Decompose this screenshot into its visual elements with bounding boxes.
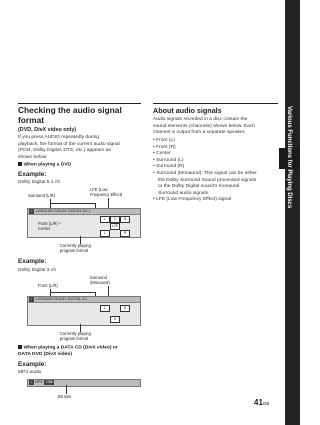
callout-line bbox=[50, 203, 95, 204]
sidebar-title: Various Functions for Playing Discs bbox=[286, 106, 292, 209]
example1-caption: Dolby Digital 5.1 ch bbox=[18, 180, 61, 185]
example3-caption: MP3 audio bbox=[18, 370, 42, 375]
label-surround: Surround (L/R) bbox=[28, 193, 56, 198]
channel-surround-left: L bbox=[100, 230, 110, 237]
intro-paragraph: If you press AUDIO repeatedly during playback, the format of the current audio signal (PCM, Dolby Digital, DTS, etc.) appears as shown below. bbox=[18, 135, 120, 160]
square-bullet-icon bbox=[18, 345, 22, 349]
display-screen bbox=[27, 379, 141, 387]
dvd-section-title: When playing a DVD bbox=[18, 162, 71, 169]
channel-front-left: L bbox=[100, 216, 110, 223]
display-status-bar: ♪ MP3 128k bbox=[28, 380, 140, 386]
callout-line bbox=[50, 292, 95, 293]
right-heading: About audio signals bbox=[153, 106, 222, 115]
label-lfe: LFE (Low Frequency Effect) bbox=[90, 187, 123, 197]
list-item: • Center bbox=[153, 151, 283, 158]
label-front-center: Front (L/R) + Center bbox=[38, 221, 62, 231]
channel-lfe: LFE bbox=[110, 223, 120, 230]
channel-front-right: R bbox=[120, 305, 130, 312]
example2-caption: Dolby Digital 3 ch bbox=[18, 268, 57, 273]
audio-icon: ♪ bbox=[30, 380, 33, 384]
label-front: Front (L/R) bbox=[38, 283, 58, 288]
example-label: Example: bbox=[18, 361, 47, 368]
square-bullet-icon bbox=[18, 162, 22, 166]
label-program-format: Currently playing program format bbox=[60, 243, 91, 253]
example-label: Example: bbox=[18, 258, 47, 265]
section-subheading: (DVD, DivX video only) bbox=[18, 127, 77, 133]
display-status-bar: ♪ 1:ENGLISH DOLBY DIGITAL 3/2.1 bbox=[28, 209, 140, 215]
channel-front-left: L bbox=[100, 305, 110, 312]
heading-rule bbox=[18, 103, 141, 104]
bitrate-value: 128k bbox=[45, 380, 53, 384]
list-item: • Surround (R) bbox=[153, 164, 283, 171]
example-label: Example: bbox=[18, 171, 47, 178]
channel-surround-right: R bbox=[120, 230, 130, 237]
list-item: • Surround (L) bbox=[153, 158, 283, 165]
list-item-continuation: Surround audio signals. bbox=[158, 190, 210, 196]
label-surround-mono: Surround (Monaural) bbox=[90, 275, 110, 285]
list-item-continuation: or the Dolby Digital sound’s monaural bbox=[158, 184, 240, 190]
audio-icon: ♪ bbox=[30, 297, 33, 301]
channel-center: C bbox=[110, 216, 120, 223]
section-heading: Checking the audio signal format bbox=[18, 105, 122, 125]
callout-line bbox=[66, 385, 67, 394]
list-item: • LFE (Low Frequency Effect) signal bbox=[153, 197, 283, 204]
audio-icon: ♪ bbox=[30, 209, 33, 213]
display-screen bbox=[27, 296, 141, 326]
list-item: • Front (R) bbox=[153, 145, 283, 152]
list-item-continuation: the Dolby Surround Sound processed signals bbox=[158, 177, 257, 183]
display-status-bar: ♪ 1:SPANISH DOLBY DIGITAL 2/1 bbox=[28, 297, 140, 303]
right-intro: Audio signals recorded in a disc contain the sound elements (channels) shown below. Each channel is output from a separate speaker. bbox=[153, 117, 255, 136]
heading-rule bbox=[153, 103, 278, 104]
label-program-format: Currently playing program format bbox=[60, 331, 91, 341]
label-bitrate: Bit rate bbox=[58, 394, 71, 399]
list-item: • Surround (Monaural): This signal can be either bbox=[153, 171, 283, 178]
channel-front-right: R bbox=[120, 216, 130, 223]
channel-surround: S bbox=[110, 316, 120, 323]
sidebar-band bbox=[285, 0, 300, 425]
datacd-section-title: When playing a DATA CD (DivX video) or DATA DVD (DivX video) bbox=[18, 345, 118, 358]
list-item: • Front (L) bbox=[153, 138, 283, 145]
channel-list bbox=[153, 138, 283, 204]
page-number: 41GB bbox=[254, 398, 270, 407]
